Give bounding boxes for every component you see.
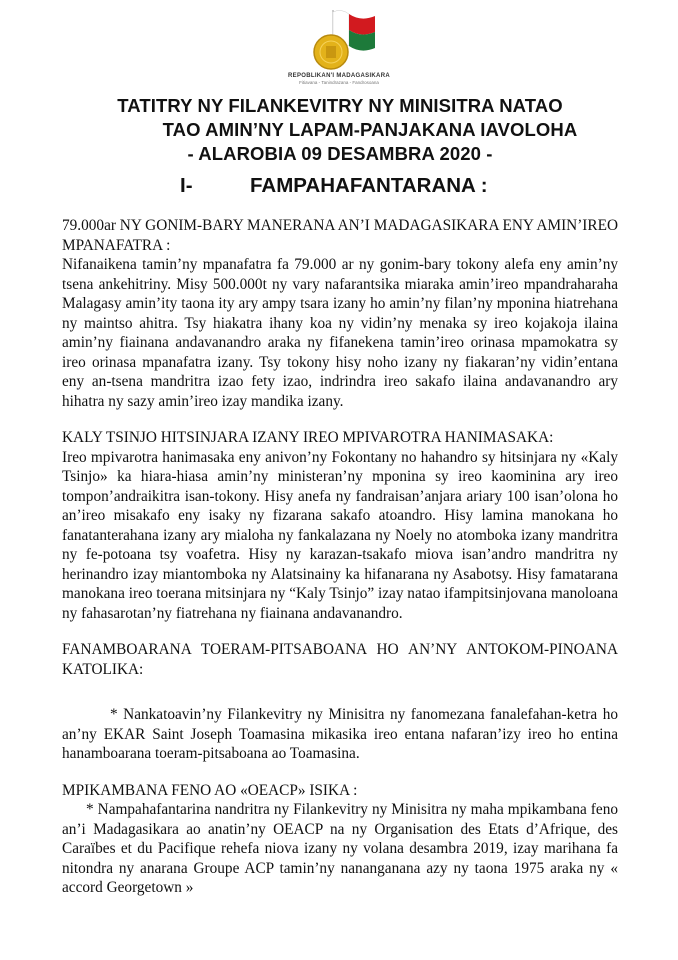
logo-motto: Fitiavana - Tanindrazana - Fandrosoana: [299, 80, 379, 85]
block-heading: 79.000ar NY GONIM-BARY MANERANA AN’I MADAGASIKARA ENY AMIN’IREO MPANAFATRA :: [62, 217, 618, 254]
header-logo: [0, 8, 678, 85]
title-line-2: TAO AMIN’NY LAPAM-PANJAKANA IAVOLOHA: [162, 119, 578, 140]
document-body: [62, 216, 618, 898]
logo-caption: REPOBLIKAN'I MADAGASIKARA: [288, 73, 390, 79]
block-heading: FANAMBOARANA TOERAM-PITSABOANA HO AN’NY ANTOKOM-PINOANA KATOLIKA:: [62, 641, 618, 678]
republic-emblem-icon: [289, 8, 389, 72]
block-paragraph: * Nampahafantarina nandritra ny Filankevitry ny Minisitra ny maha mpikambana feno an’i Madagasikara ao anatin’ny OEACP na ny Organisation des Etats d’Afrique, des Caraïbes et du Pacifique rehefa niova izany ny volana desambra 2019, izay marihana fa nitondra ny anarana Groupe ACP tamin’ny nananganana azy ny taona 1975 araka ny « accord Georgetown »: [62, 801, 618, 896]
block-heading: KALY TSINJO HITSINJARA IZANY IREO MPIVAROTRA HANIMASAKA:: [62, 429, 554, 446]
block-heading: MPIKAMBANA FENO AO «OEACP» ISIKA :: [62, 781, 358, 799]
title-line-3: - ALAROBIA 09 DESAMBRA 2020 -: [187, 143, 493, 164]
block-paragraph: Ireo mpivarotra hanimasaka eny anivon’ny Fokontany no hahandro sy hitsinjara ny «Kaly Tsinjo» ka hiara-hiasa amin’ny ministeran’ny mponina sy ireo kaominina ary ireo tompon’andraikitra isan-tokony. Hisy anefa ny fandraisan’anjara ariary 100 isan’olona ho an’ireo misakafo eny isaky ny fizarana sakafo atoandro. Hisy lamina manokana ho fanatanterahana izany ary mialoha ny fankalazana ny Noely no atomboka izany mandritra ny fe-potoana tsy voafetra. Hisy ny karazan-tsakafo miova isan’andro mandritra ny herinandro izay miantomboka ny Alatsinainy ka hifanarana ny Asabotsy. Hisy famatarana manokana ireo toerana mitsinjara ny “Kaly Tsinjo” izay natao ifampitsinjovana manoloana ny fahasarotan’ny fiatrehana ny fiainana andavanandro.: [62, 448, 618, 622]
title-line-1: TATITRY NY FILANKEVITRY NY MINISITRA NATAO: [117, 95, 563, 116]
section-heading: [180, 174, 488, 198]
block-paragraph: Nifanaikena tamin’ny mpanafatra fa 79.000 ar ny gonim-bary tokony alefa eny amin’ny tsena ankehitriny. Misy 500.000t ny vary nafarantsika miaraka amin’ireo mpandraharaha Malagasy amin’ity taona ity ary ampy tsara izany ho amin’ny filan’ny mponina hiatrehana ny maintso ahitra. Tsy hiakatra ihany koa ny vidin’ny menaka sy ireo kojakoja ilaina amin’ny fiainana andavanandro araka ny fifanekena tamin’ireo orinasa mpamokatra sy ireo orinasa mpanafatra izany. Tsy tokony hisy noho izany ny fiakaran’ny vidin’entana eny an-tsena mandritra izao fety izao, indrindra ireo sakafo ilaina andavanandro ary hihatra ny sazy amin’ireo izay mandika izany.: [62, 256, 618, 410]
block-paragraph: * Nankatoavin’ny Filankevitry ny Minisitra ny fanomezana fanalefahan-ketra ho an’ny EKAR Saint Joseph Toamasina mikasika ireo entana nafaran’izy ireo ho entina hanamboarana toeram-pitsaboana ao Toamasina.: [62, 706, 618, 762]
section-number: I-: [180, 174, 193, 197]
section-title: FAMPAHAFANTARANA :: [250, 174, 488, 197]
